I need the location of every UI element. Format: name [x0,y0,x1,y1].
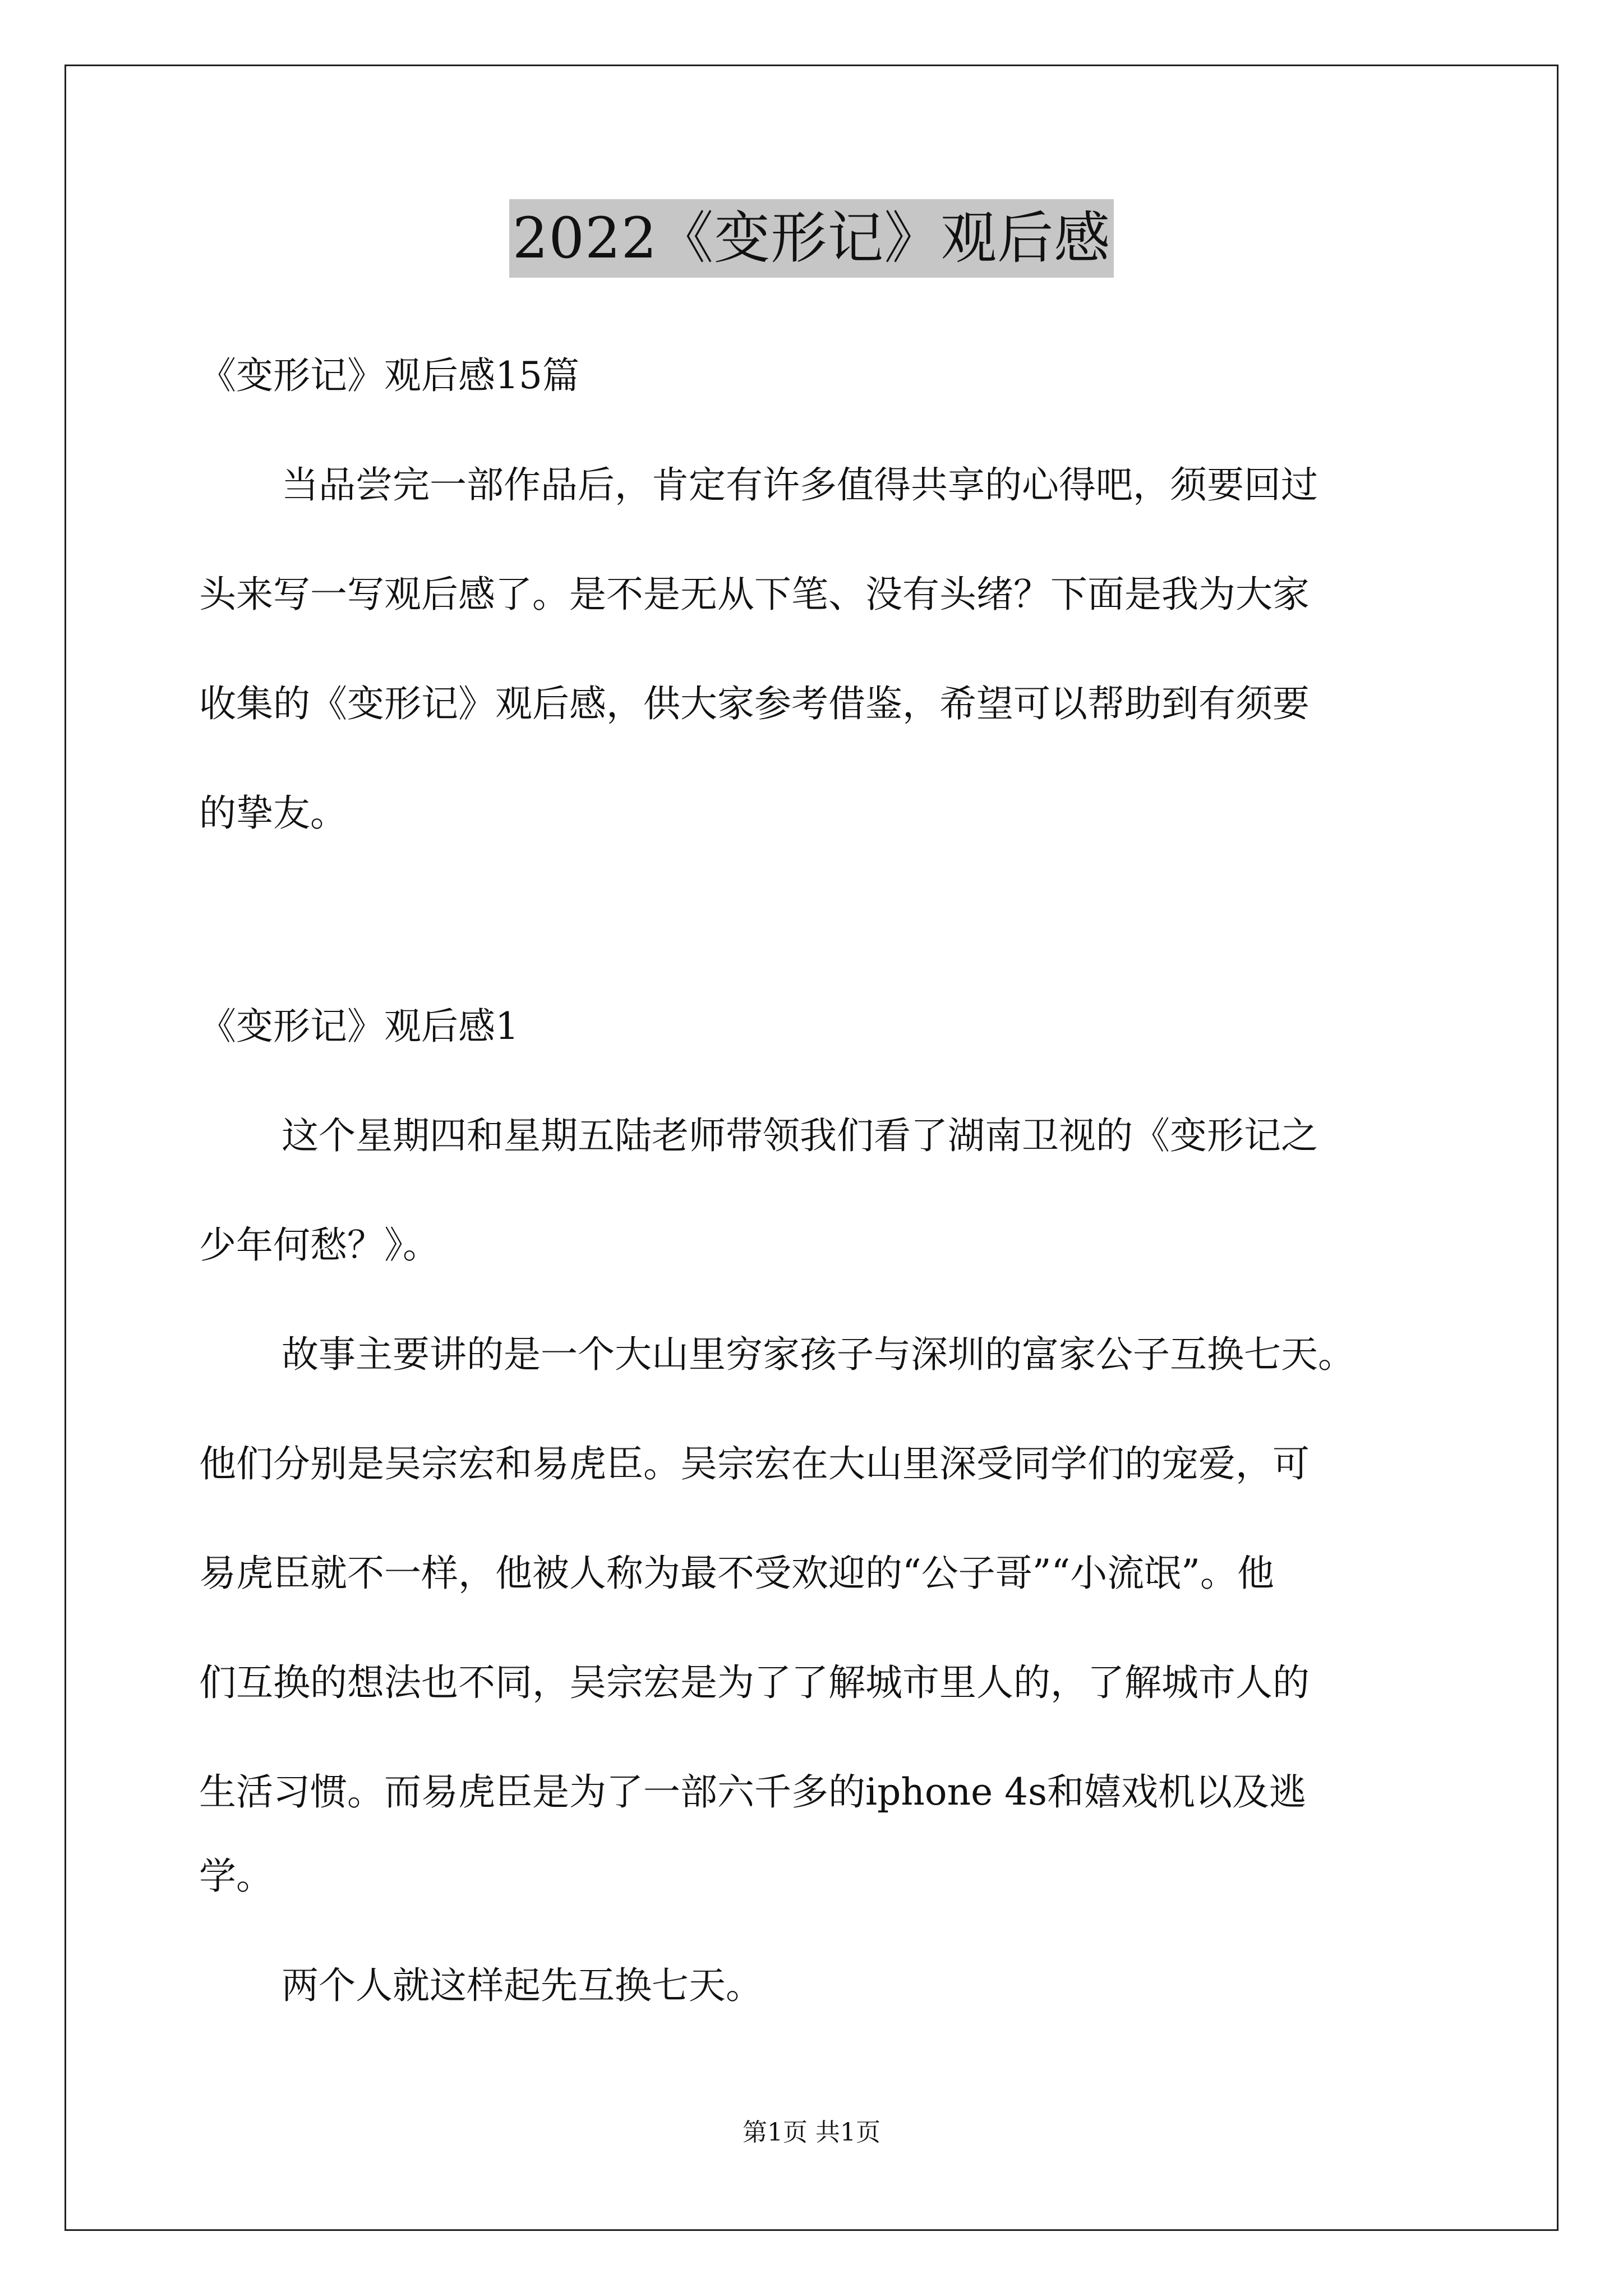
paragraph-line: 故事主要讲的是一个大山里穷家孩子与深圳的富家公子互换七天。 [282,1333,1355,1376]
section-heading: 《变形记》观后感1 [199,1005,519,1048]
paragraph-line: 收集的《变形记》观后感，供大家参考借鉴，希望可以帮助到有须要 [199,682,1310,725]
document-title: 2022《变形记》观后感 [509,199,1114,278]
paragraph-line: 的挚友。 [199,792,347,835]
paragraph-line: 生活习惯。而易虎臣是为了一部六千多的iphone 4s和嬉戏机以及逃 [199,1770,1307,1814]
paragraph-line: 们互换的想法也不同，吴宗宏是为了了解城市里人的，了解城市人的 [199,1661,1310,1704]
paragraph-line: 两个人就这样起先互换七天。 [282,1964,763,2007]
paragraph-line: 少年何愁？》。 [199,1223,440,1267]
page-footer: 第1页 共1页 [743,2118,880,2147]
subtitle: 《变形记》观后感15篇 [199,354,579,397]
paragraph-line: 学。 [199,1855,273,1898]
paragraph-line: 他们分别是吴宗宏和易虎臣。吴宗宏在大山里深受同学们的宠爱，可 [199,1442,1310,1485]
paragraph-line: 这个星期四和星期五陆老师带领我们看了湖南卫视的《变形记之 [282,1114,1318,1157]
paragraph-line: 当品尝完一部作品后，肯定有许多值得共享的心得吧，须要回过 [282,463,1318,507]
title-container [0,199,1623,278]
paragraph-line: 头来写一写观后感了。是不是无从下笔、没有头绪？下面是我为大家 [199,573,1310,616]
paragraph-line: 易虎臣就不一样，他被人称为最不受欢迎的“公子哥”“小流氓”。他 [199,1552,1274,1595]
